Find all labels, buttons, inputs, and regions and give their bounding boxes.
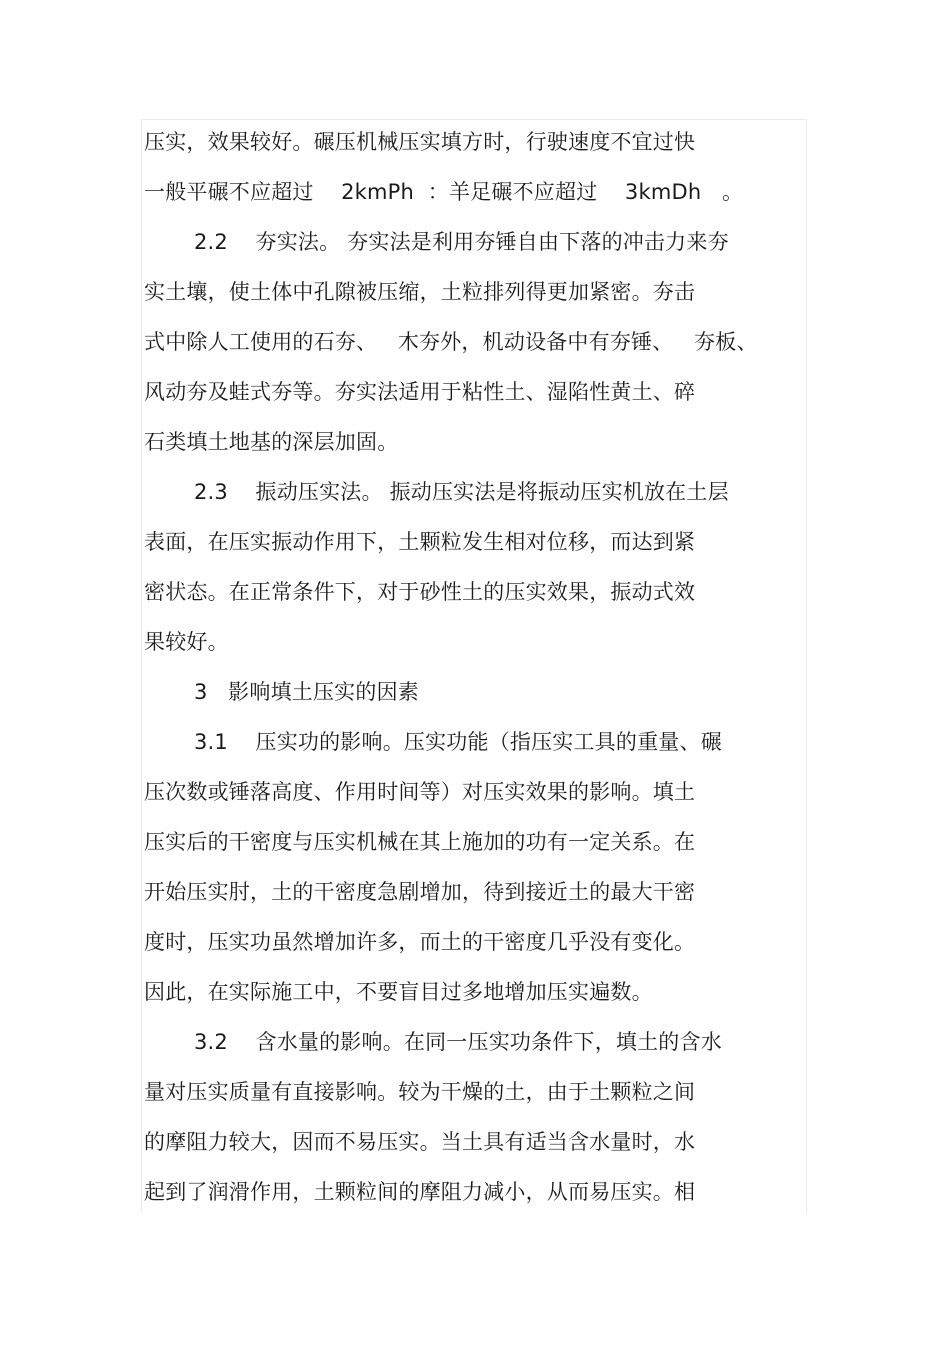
text-line: 开始压实肘，土的干密度急剧增加，待到接近土的最大干密 bbox=[144, 880, 696, 904]
text-line: 度时，压实功虽然增加许多，而土的干密度几乎没有变化。 bbox=[144, 930, 696, 954]
text-line: 果较好。 bbox=[144, 630, 229, 654]
text-line: 2.3 振动压实法。 振动压实法是将振动压实机放在土层 bbox=[194, 480, 729, 504]
text-line: 量对压实质量有直接影响。较为干燥的土，由于土颗粒之间 bbox=[144, 1080, 696, 1104]
text-line: 压实后的干密度与压实机械在其上施加的功有一定关系。在 bbox=[144, 830, 696, 854]
text-line: 石类填土地基的深层加固。 bbox=[144, 430, 399, 454]
text-line: 表面，在压实振动作用下，土颗粒发生相对位移，而达到紧 bbox=[144, 530, 696, 554]
text-line: 压实，效果较好。碾压机械压实填方时，行驶速度不宜过快 bbox=[144, 130, 696, 154]
text-line: 起到了润滑作用，土颗粒间的摩阻力减小，从而易压实。相 bbox=[144, 1180, 696, 1204]
text-line: 因此，在实际施工中，不要盲目过多地增加压实遍数。 bbox=[144, 980, 653, 1004]
text-line: 风动夯及蛙式夯等。夯实法适用于粘性土、湿陷性黄土、碎 bbox=[144, 380, 696, 404]
text-line: 实土壤，使土体中孔隙被压缩，土粒排列得更加紧密。夯击 bbox=[144, 280, 696, 304]
text-line: 压次数或锤落高度、作用时间等）对压实效果的影响。填土 bbox=[144, 780, 696, 804]
text-line: 3.1 压实功的影响。压实功能（指压实工具的重量、碾 bbox=[194, 730, 722, 754]
text-line: 一般平碾不应超过 2kmPh ：羊足碾不应超过 3kmDh 。 bbox=[144, 180, 744, 204]
text-line: 密状态。在正常条件下，对于砂性土的压实效果，振动式效 bbox=[144, 580, 696, 604]
text-line: 3.2 含水量的影响。在同一压实功条件下，填土的含水 bbox=[194, 1030, 722, 1054]
text-line: 的摩阻力较大，因而不易压实。当土具有适当含水量时，水 bbox=[144, 1130, 696, 1154]
text-line: 式中除人工使用的石夯、 木夯外，机动设备中有夯锤、 夯板、 bbox=[144, 330, 758, 354]
section-heading: 3 影响填土压实的因素 bbox=[194, 680, 419, 704]
text-line: 2.2 夯实法。 夯实法是利用夯锤自由下落的冲击力来夯 bbox=[194, 230, 729, 254]
